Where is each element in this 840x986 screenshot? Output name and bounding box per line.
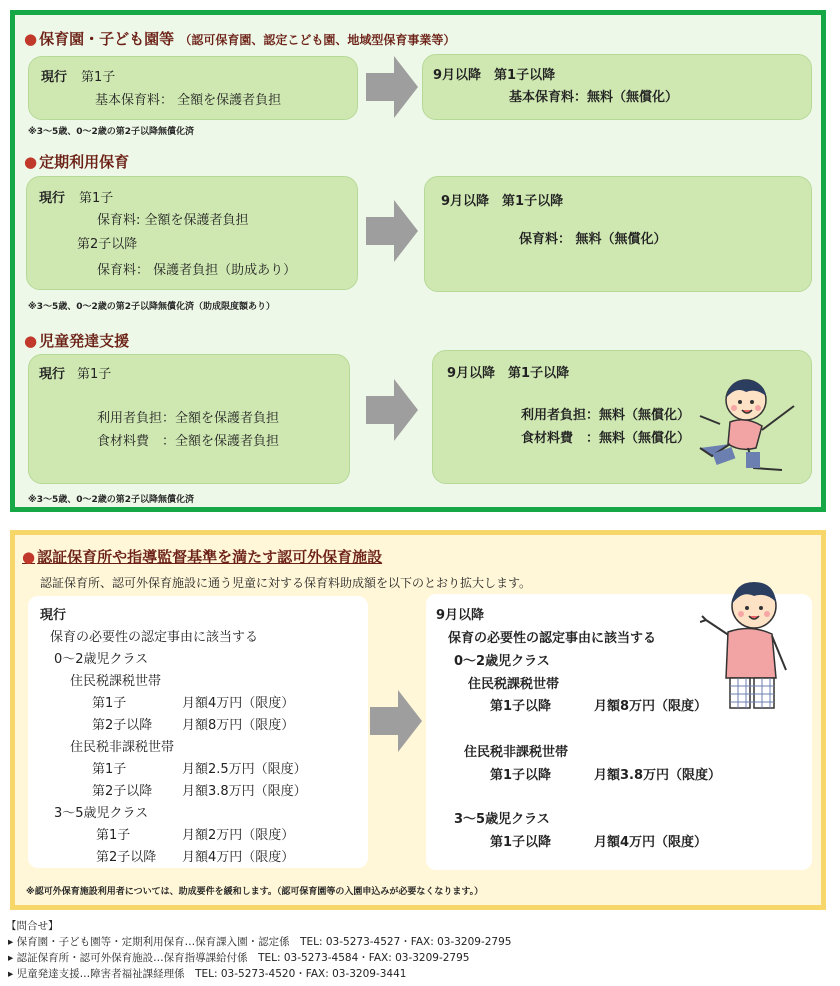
section2-current-box: 現行 第1子 保育料: 全額を保護者負担 第2子以降 保育料： 保護者負担（助成あり）: [26, 176, 358, 290]
section1-after-box: 9月以降 第1子以降 基本保育料：無料（無償化）: [422, 54, 812, 120]
arrow-right-icon: [366, 379, 418, 441]
section3-heading: ● 児童発達支援: [24, 332, 130, 350]
arrow-right-icon: [366, 200, 418, 262]
section4-current-box: 現行 保育の必要性の認定事由に該当する 0～2歳児クラス 住民税課税世帯 第1子 月額4万円（限度） 第2子以降 月額8万円（限度） 住民税非課税世帯 第1子 月額2.5万円（限度） 第2子以降 月額3.8万円（限度） 3～5歳児クラス 第1子 月額2万円（限度） 第2子以降 月額4万円（限度）: [28, 596, 368, 868]
section2-heading: ● 定期利用保育: [24, 153, 130, 171]
pointing-child-illustration: [700, 574, 800, 720]
arrow-right-icon: [370, 690, 422, 752]
section3-after-box: 9月以降 第1子以降 利用者負担：無料（無償化） 食材料費 ：無料（無償化）: [432, 350, 812, 484]
section4-intro: 認証保育所、認可外保育施設に通う児童に対する保育料助成額を以下のとおり拡大します。: [40, 576, 532, 590]
section3-note: ※3～5歳、0～2歳の第2子以降無償化済: [28, 495, 195, 505]
section1-current-box: 現行 第1子 基本保育料： 全額を保護者負担: [28, 56, 358, 120]
contact-line: ▸ 認証保育所・認可外保育施設…保育指導課給付係 TEL: 03-5273-4584・FAX: 03-3209-2795: [8, 952, 470, 964]
section2-after-box: 9月以降 第1子以降 保育料： 無料（無償化）: [424, 176, 812, 292]
section1-note: ※3～5歳、0～2歳の第2子以降無償化済: [28, 127, 195, 137]
contact-line: ▸ 保育園・子ども園等・定期利用保育…保育課入園・認定係 TEL: 03-5273-4527・FAX: 03-3209-2795: [8, 936, 512, 948]
section3-current-box: 現行 第1子 利用者負担：全額を保護者負担 食材料費 ：全額を保護者負担: [28, 354, 350, 484]
contact-title: 【問合せ】: [6, 920, 59, 932]
arrow-right-icon: [366, 56, 418, 118]
contact-line: ▸ 児童発達支援…障害者福祉課経理係 TEL: 03-5273-4520・FAX: 03-3209-3441: [8, 968, 407, 980]
section4-heading: ● 認証保育所や指導監督基準を満たす認可外保育施設: [22, 548, 383, 566]
jumping-child-illustration: [690, 372, 808, 478]
section1-heading: ● 保育園・子ども園等 （認可保育園、認定こども園、地域型保育事業等）: [24, 30, 456, 48]
section4-after-box: 9月以降 保育の必要性の認定事由に該当する 0～2歳児クラス 住民税課税世帯 第1子以降 月額8万円（限度） 住民税非課税世帯 第1子以降 月額3.8万円（限度） 3～5歳児クラス 第1子以降 月額4万円（限度）: [426, 594, 812, 870]
section4-note: ※認可外保育施設利用者については、助成要件を緩和します。（認可保育園等の入園申込みが必要なくなります。）: [26, 887, 484, 897]
section2-note: ※3～5歳、0～2歳の第2子以降無償化済（助成限度額あり）: [28, 302, 276, 312]
